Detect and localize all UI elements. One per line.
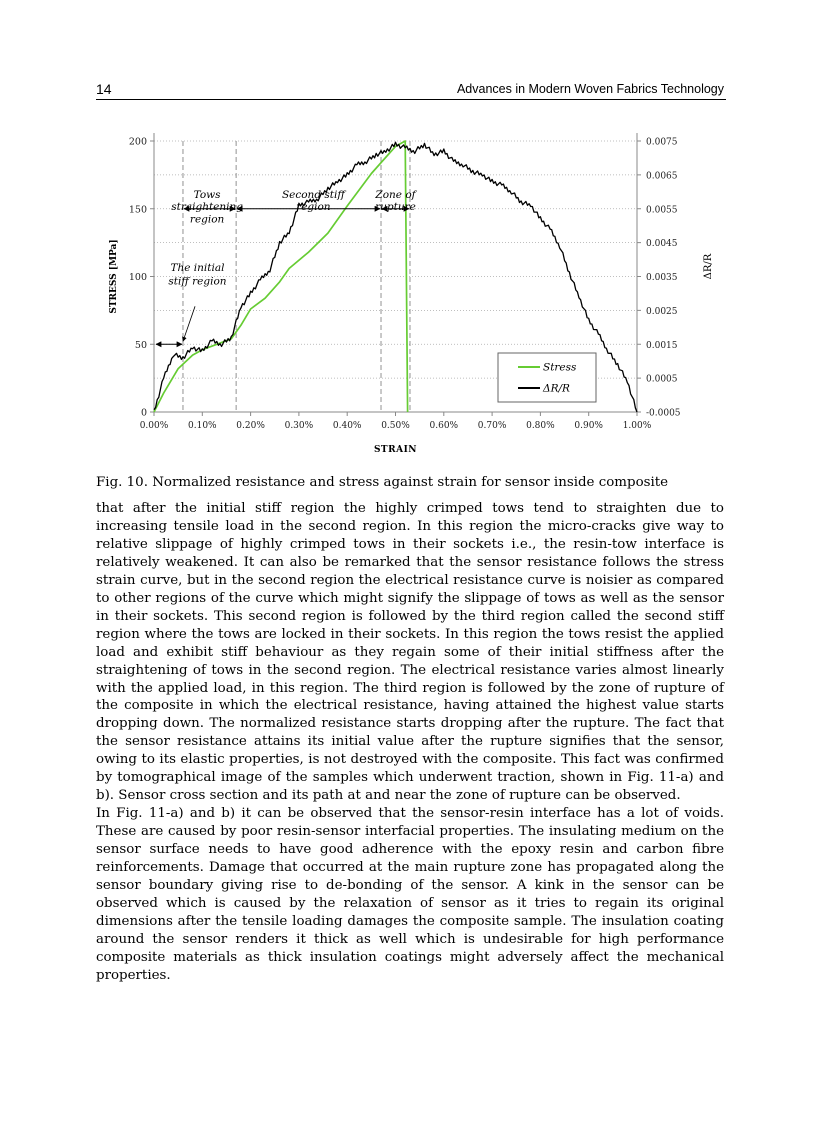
x-tick-label: 1.00% [622,421,652,431]
figure-caption: Fig. 10. Normalized resistance and stress against strain for sensor inside composite [96,475,669,490]
paragraph: that after the initial stiff region the highly crimped tows tend to straighten due to increasing tensile load in the second region. In this region the micro-cracks give way to relative slippage of highly crimped tows in their sockets i.e., the resin-tow interface is relatively weakened. It can also be remarked that the sensor resistance follows the stress strain curve, but in the second region the electrical resistance curve is noisier as compared to other regions of the curve which might signify the slippage of tows as well as the sensor in their sockets. This second region is followed by the third region called the second stiff region where the tows are locked in their sockets. In this region the tows resist the applied load and exhibit stiff behaviour as they regain some of their initial stiffness after the straightening of tows in the second region. The electrical resistance varies almost linearly with the applied load, in this region. The third region is followed by the zone of rupture of the composite in which the electrical resistance, having attained the highest value starts dropping down. The normalized resistance starts dropping after the rupture. The fact that the sensor resistance attains its initial value after the rupture signifies that the sensor, owing to its elastic properties, is not destroyed with the composite. This fact was confirmed by tomographical image of the samples which underwent traction, shown in Fig. 11-a) and b). Sensor cross section and its path at and near the zone of rupture can be observed. [96,501,724,804]
chart-legend [498,353,596,402]
legend-label-stress: Stress [543,361,577,374]
x-tick-label: 0.80% [526,421,555,431]
chart-svg [96,118,726,468]
x-tick-label: 0.10% [188,421,217,431]
y2-tick-label: 0.0055 [646,205,678,216]
chart-annotation: The initial [170,262,225,275]
x-tick-label: 0.70% [477,421,507,431]
chart-annotation: rupture [375,201,416,214]
x-tick-label: 0.00% [139,421,169,431]
page-number: 14 [96,81,112,97]
x-tick-label: 0.60% [429,421,459,431]
chart-annotation: region [296,201,331,214]
y2-tick-label: 0.0015 [646,340,678,351]
body-text [96,500,724,985]
legend-box [498,353,596,402]
y2-axis-label: ΔR/R [703,253,714,280]
y2-tick-label: 0.0025 [646,306,678,317]
y-tick-label: 100 [128,272,147,283]
y-tick-label: 50 [134,339,147,351]
legend-label-resistance: ΔR/R [543,382,570,395]
y-tick-label: 200 [128,136,147,148]
chart-annotation: stiff region [168,275,227,288]
paragraph: In Fig. 11-a) and b) it can be observed that the sensor-resin interface has a lot of voids. These are caused by poor resin-sensor interfacial properties. The insulating medium on the sensor surface needs to have good adherence with the epoxy resin and carbon fibre reinforcements. Damage that occurred at the main rupture zone has propagated along the sensor boundary giving rise to de-bonding of the sensor. A kink in the sensor can be observed which is caused by the relaxation of sensor as it tries to regain its original dimensions after the tensile loading damages the composite sample. The insulation coating around the sensor renders it thick as well which is undesirable for high performance composite materials as thick insulation coatings might adversely affect the mechanical properties. [96,806,724,983]
x-tick-label: 0.40% [332,421,362,431]
pointer-arrow [183,306,195,341]
x-tick-label: 0.30% [284,421,314,431]
chart-annotation: Second stiff [281,188,345,201]
y2-tick-label: 0.0005 [646,374,678,385]
y2-tick-label: -0.0005 [646,408,681,419]
x-tick-label: 0.50% [381,421,410,431]
y2-tick-label: 0.0065 [646,171,678,182]
chart-annotation: Zone of [375,188,416,201]
y-tick-label: 150 [128,204,147,216]
x-tick-label: 0.90% [574,421,603,431]
y2-tick-label: 0.0075 [646,137,678,148]
running-title: Advances in Modern Woven Fabrics Technology [456,82,724,96]
figure-chart [96,118,726,468]
x-tick-label: 0.20% [236,421,265,431]
chart-annotation: straightening [171,201,244,214]
y2-tick-label: 0.0045 [646,239,678,250]
y2-tick-label: 0.0035 [646,273,678,283]
y-tick-label: 0 [140,407,147,419]
chart-annotation: region [189,213,225,226]
y-axis-label: STRESS [MPa] [109,239,119,314]
chart-annotation: Tows [193,188,221,201]
x-axis-label: STRAIN [373,445,418,455]
page-header [96,79,726,100]
